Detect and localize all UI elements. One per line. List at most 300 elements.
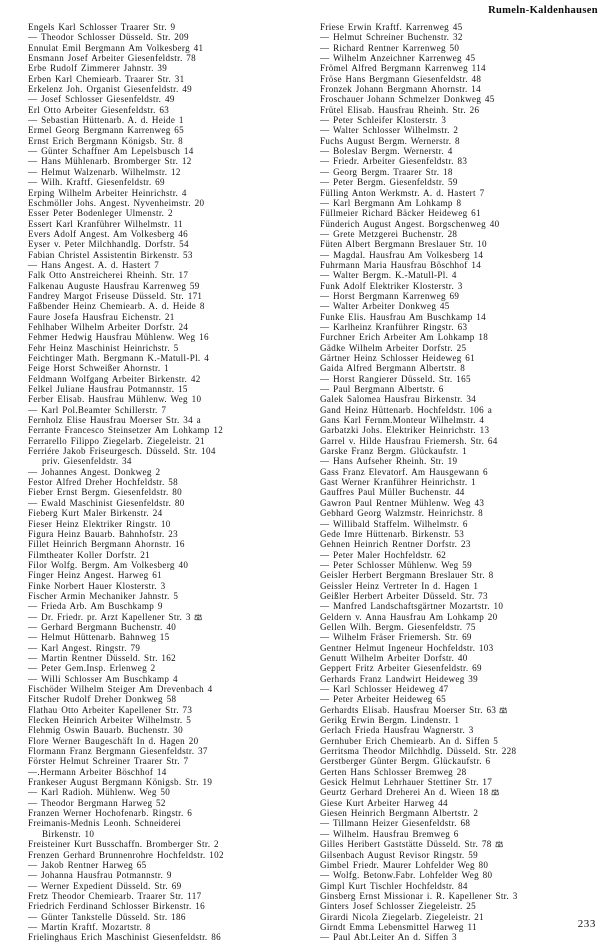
directory-entry [28, 498, 302, 508]
entry-text: Gauffres Paul Müller Buchenstr. 44 [320, 487, 465, 498]
entry-text: — Walter Bergm. K.-Matull-Pl. 4 [320, 270, 457, 281]
directory-entry [320, 643, 602, 653]
directory-entry [28, 32, 302, 42]
entry-text: — Peter Bergm. Giesenfeldstr. 59 [320, 177, 458, 188]
directory-entry [28, 94, 302, 104]
entry-list-left [28, 22, 302, 943]
entry-text: Feichtinger Math. Bergmann K.-Matull-Pl. 4 [28, 353, 210, 363]
entry-text: — Walter Schlosser Wilhelmstr. 2 [320, 125, 459, 136]
directory-entry [28, 343, 302, 353]
entry-text: Förster Helmut Schreiner Traarer Str. 7 [28, 756, 189, 767]
directory-entry [28, 125, 302, 135]
directory-entry [320, 343, 602, 353]
entry-text: — Willibald Staffelm. Wilhelmstr. 6 [320, 518, 468, 529]
entry-text: Froschauer Johann Schmelzer Donkweg 45 [320, 94, 495, 105]
entry-text: Frömel Alfred Bergmann Karrenweg 114 [320, 63, 486, 74]
entry-text: Fieser Heinz Elektriker Ringstr. 10 [28, 518, 171, 529]
directory-entry [320, 425, 602, 435]
entry-text: — Peter Maler Hochfeldstr. 62 [320, 549, 447, 560]
directory-entry [320, 570, 602, 580]
entry-text: Fülling Anton Werkmstr. A. d. Hastert 7 [320, 187, 485, 198]
directory-entry [320, 115, 602, 125]
directory-entry [320, 798, 602, 808]
directory-entry [320, 291, 602, 301]
entry-text: Fehmer Hedwig Hausfrau Mühlenw. Weg 16 [28, 332, 209, 343]
directory-entry [320, 508, 602, 518]
entry-text: — Karl Bergmann Am Lohkamp 8 [320, 197, 462, 208]
entry-text: Gawron Paul Rentner Mühlenw. Weg 43 [320, 497, 485, 508]
entry-text: Gass Franz Elevatorf. Am Hausgewann 6 [320, 466, 488, 477]
entry-text: Gentner Helmut Ingeneur Hochfeldstr. 103 [320, 642, 494, 653]
entry-text: Erben Karl Chemiearb. Traarer Str. 31 [28, 73, 185, 84]
entry-text: Ferriére Jakob Friseurgesch. Düsseld. Str. 104 [28, 446, 216, 457]
directory-entry [28, 229, 302, 239]
entry-text: — Peter Schleifer Klosterstr. 3 [320, 115, 447, 126]
entry-text: Gast Werner Kranführer Heinrichstr. 1 [320, 477, 476, 488]
directory-entry [320, 146, 602, 156]
entry-text: Flore Werner Baugeschäft In d. Hagen 20 [28, 735, 199, 746]
entry-text: Geldern v. Anna Hausfrau Am Lohkamp 20 [320, 611, 498, 622]
entry-text: Giesen Heinrich Bergmann Albertstr. 2 [320, 808, 479, 819]
entry-text: Friese Erwin Kraftf. Karrenweg 45 [320, 22, 463, 32]
directory-entry [28, 901, 302, 911]
directory-entry [28, 250, 302, 260]
entry-text: Frenzen Gerhard Brunnenrohre Hochfeldstr. 102 [28, 849, 224, 860]
entry-text: Erkelenz Joh. Organist Giesenfeldstr. 49 [28, 84, 193, 95]
entry-text: Giese Kurt Arbeiter Harweg 44 [320, 797, 448, 808]
entry-text: Gesick Helmut Lehrhauer Stettiner Str. 17 [320, 777, 493, 788]
directory-entry [28, 818, 302, 828]
directory-entry [320, 219, 602, 229]
entry-text: Essert Karl Kranführer Wilhelmstr. 11 [28, 218, 184, 229]
entry-text: — Friedr. Arbeiter Giesenfeldstr. 83 [320, 156, 468, 167]
directory-entry [28, 684, 302, 694]
entry-text: — Paul Bergmann Albertstr. 6 [320, 384, 444, 395]
entry-text: — Günter Tankstelle Düsseld. Str. 186 [28, 911, 186, 922]
directory-entry [28, 208, 302, 218]
directory-entry [320, 301, 602, 311]
directory-entry [28, 177, 302, 187]
directory-entry [28, 539, 302, 549]
entry-text: — Horst Rangierer Düsseld. Str. 165 [320, 373, 471, 384]
directory-entry [320, 467, 602, 477]
entry-text: Gernhuber Erich Chemiearb. An d. Siffen 5 [320, 735, 499, 746]
entry-text: Fronzek Johann Bergmann Ahornstr. 14 [320, 84, 481, 95]
entry-text: Erl Otto Arbeiter Giesenfeldstr. 63 [28, 104, 170, 115]
directory-entry [28, 560, 302, 570]
entry-text: Gerikg Erwin Bergm. Lindenstr. 1 [320, 715, 460, 726]
entry-text: Flecken Heinrich Arbeiter Wilhelmstr. 5 [28, 715, 192, 726]
entry-text: — Walter Arbeiter Donkweg 45 [320, 301, 450, 312]
directory-entry [28, 43, 302, 53]
directory-entry [28, 156, 302, 166]
directory-entry [320, 177, 602, 187]
entry-text: — Martin Rentner Düsseld. Str. 162 [28, 652, 176, 663]
directory-entry [28, 260, 302, 270]
entry-text: — Helmut Hüttenarb. Bahnweg 15 [28, 632, 170, 643]
directory-entry [320, 53, 602, 63]
entry-text: Falkenau Auguste Hausfrau Karrenweg 59 [28, 280, 200, 291]
entry-text: Ferrante Francesco Steinsetzer Am Lohkamp 12 [28, 425, 224, 436]
entry-text: — Sebastian Hüttenarb. A. d. Heide 1 [28, 115, 184, 126]
directory-entry [320, 539, 602, 549]
directory-entry [320, 270, 602, 280]
directory-entry [28, 891, 302, 901]
directory-entry [320, 684, 602, 694]
directory-entry [28, 239, 302, 249]
entry-text: Fischöder Wilhelm Steiger Am Drevenbach 4 [28, 684, 213, 694]
entry-text: Gilles Heribert Gaststätte Düsseld. Str. 78 [320, 839, 492, 850]
entry-text: Ennulat Emil Bergmann Am Volkesberg 41 [28, 42, 204, 53]
entry-text: — Werner Expedient Düsseld. Str. 69 [28, 880, 182, 891]
directory-entry [320, 22, 602, 32]
entry-text: Gehnen Heinrich Rentner Dorfstr. 23 [320, 539, 471, 550]
entry-continuation-line [28, 456, 302, 466]
two-column-body [8, 22, 604, 943]
directory-entry [320, 105, 602, 115]
directory-entry [28, 146, 302, 156]
entry-text: Faure Josefa Hausfrau Eichenstr. 21 [28, 311, 175, 322]
directory-entry [320, 870, 602, 880]
directory-entry [320, 405, 602, 415]
directory-entry [28, 467, 302, 477]
directory-entry [320, 415, 602, 425]
entry-text: — Karlheinz Kranführer Ringstr. 63 [320, 321, 468, 332]
directory-entry [28, 570, 302, 580]
directory-entry [28, 115, 302, 125]
entry-text: — Peter Gem.Insp. Erlenweg 2 [28, 663, 156, 674]
directory-entry [28, 136, 302, 146]
entry-text: Fehr Heinz Maschinist Heinrichstr. 5 [28, 342, 179, 353]
directory-entry [28, 622, 302, 632]
directory-entry [28, 167, 302, 177]
directory-entry [320, 436, 602, 446]
entry-text: Ginsberg Ernst Missionar i. R. Kapellener Str. 3 [320, 890, 518, 901]
entry-text: Gilsenbach August Revisor Ringstr. 59 [320, 849, 478, 860]
entry-text: Girardi Nicola Ziegelarb. Ziegeleistr. 21 [320, 911, 484, 922]
entry-text: Fuhrmann Maria Hausfrau Böschhof 14 [320, 259, 482, 270]
directory-entry [28, 374, 302, 384]
entry-text: Eschmöller Johs. Angest. Nyvenheimstr. 20 [28, 197, 205, 208]
entry-text: Garbatzki Johs. Elektriker Heinrichstr. 13 [320, 425, 490, 436]
entry-text: — Dr. Friedr. pr. Arzt Kapellener Str. 3 [28, 611, 191, 622]
directory-entry [28, 384, 302, 394]
entry-text: Gerhardts Elisab. Hausfrau Moerser Str. 63 [320, 704, 497, 715]
telephone-icon [499, 706, 508, 714]
entry-text: — Karl Radioh. Mühlenw. Weg 50 [28, 787, 171, 798]
directory-entry [320, 581, 602, 591]
entry-text: — Gerhard Bergmann Buchenstr. 40 [28, 621, 177, 632]
entry-text: — Hans Aufseher Rheinh. Str. 19 [320, 456, 458, 467]
entry-text: — Frieda Arb. Am Buschkamp 9 [28, 601, 163, 612]
entry-text: Fernholz Elise Hausfrau Moerser Str. 34 a [28, 415, 202, 426]
directory-entry [28, 581, 302, 591]
entry-text: Gaida Alfred Bergmann Albertstr. 8 [320, 363, 466, 374]
directory-entry [320, 622, 602, 632]
directory-entry [320, 125, 602, 135]
column-right [306, 22, 604, 943]
entry-text: Feldmann Wolfgang Arbeiter Birkenstr. 42 [28, 373, 201, 384]
entry-text: Feige Horst Schweißer Ahornstr. 1 [28, 363, 169, 374]
entry-text: Frankeser August Bergmann Königsb. Str. 19 [28, 777, 213, 788]
directory-entry [320, 487, 602, 497]
running-head: Rumeln-Kaldenhausen [488, 5, 598, 16]
entry-text: Gerlach Frieda Hausfrau Wagnerstr. 3 [320, 725, 474, 736]
entry-text: Genutt Wilhelm Arbeiter Dorfstr. 40 [320, 652, 468, 663]
directory-entry [28, 643, 302, 653]
entry-text: Friedrich Ferdinand Schlosser Birkenstr. 16 [28, 901, 206, 912]
entry-text: — Karl Angest. Ringstr. 79 [28, 642, 141, 653]
directory-entry [320, 674, 602, 684]
directory-entry [28, 550, 302, 560]
entry-text: — Josef Schlosser Giesenfeldstr. 49 [28, 94, 175, 105]
directory-entry [320, 787, 602, 797]
entry-text: Fretz Theodor Chemiearb. Traarer Str. 117 [28, 890, 202, 901]
entry-text: — Richard Rentner Karrenweg 50 [320, 42, 460, 53]
directory-entry [28, 446, 302, 456]
entry-text: — Peter Arbeiter Heideweg 65 [320, 694, 446, 705]
entry-text: Galek Salomea Hausfrau Birkenstr. 34 [320, 394, 477, 405]
entry-text: Fröse Hans Bergmann Giesenfeldstr. 48 [320, 73, 482, 84]
directory-entry [28, 756, 302, 766]
directory-entry [320, 363, 602, 373]
entry-text: Geißler Herbert Arbeiter Düsseld. Str. 73 [320, 590, 488, 601]
directory-entry [320, 332, 602, 342]
entry-text: Engels Karl Schlosser Traarer Str. 9 [28, 22, 176, 32]
entry-text: Geppert Fritz Arbeiter Giesenfeldstr. 69 [320, 663, 482, 674]
entry-text: — Manfred Landschaftsgärtner Mozartstr. 10 [320, 601, 504, 612]
directory-entry [28, 839, 302, 849]
entry-text: Esser Peter Bodenleger Ulmenstr. 2 [28, 208, 173, 219]
entry-list-right [320, 22, 602, 943]
directory-entry [28, 694, 302, 704]
directory-entry [28, 591, 302, 601]
entry-text: Fehlhaber Wilhelm Arbeiter Dorfstr. 24 [28, 321, 189, 332]
entry-text: Frütel Elisab. Hausfrau Rheinh. Str. 26 [320, 104, 480, 115]
entry-text: — Magdal. Hausfrau Am Volkesberg 14 [320, 249, 484, 260]
directory-entry [28, 787, 302, 797]
entry-text: — Helmut Walzenarb. Wilhelmstr. 12 [28, 166, 181, 177]
directory-entry [28, 105, 302, 115]
entry-text: Garrel v. Hilde Hausfrau Friemersh. Str. 64 [320, 435, 498, 446]
entry-text: Gerritsma Theodor Milchhdlg. Düsseld. Str. 228 [320, 746, 517, 757]
column-left [8, 22, 306, 943]
directory-entry [320, 705, 602, 715]
directory-entry [28, 53, 302, 63]
directory-entry [320, 591, 602, 601]
directory-entry [28, 322, 302, 332]
entry-text: Flormann Franz Bergmann Giesenfeldstr. 37 [28, 746, 208, 757]
directory-entry [320, 901, 602, 911]
entry-text: Franzen Werner Hochofenarb. Ringstr. 6 [28, 808, 193, 819]
directory-entry [28, 22, 302, 32]
entry-text: — Wilhelm Fräser Friemersh. Str. 69 [320, 632, 472, 643]
entry-text: Fitscher Rudolf Dreher Donkweg 58 [28, 694, 177, 705]
directory-entry [28, 932, 302, 942]
directory-entry [320, 63, 602, 73]
entry-text: Gans Karl Fernm.Monteur Wilhelmstr. 4 [320, 415, 485, 426]
directory-entry [320, 601, 602, 611]
directory-entry [320, 736, 602, 746]
directory-entry [320, 374, 602, 384]
directory-entry [320, 322, 602, 332]
entry-text: Garske Franz Bergm. Glückaufstr. 1 [320, 446, 467, 457]
entry-text: Ensmann Josef Arbeiter Giesenfeldstr. 78 [28, 53, 196, 64]
entry-text: Ernst Erich Bergmann Königsb. Str. 8 [28, 135, 184, 146]
entry-text: Ermel Georg Bergmann Karrenweg 65 [28, 125, 185, 136]
entry-text: Gimpl Kurt Tischler Hochfeldstr. 84 [320, 880, 468, 891]
directory-entry [28, 74, 302, 84]
directory-entry [320, 250, 602, 260]
directory-entry [320, 239, 602, 249]
entry-text: Geisler Herbert Bergmann Breslauer Str. 8 [320, 570, 494, 581]
entry-text: Falk Otto Anstreicherei Rheinh. Str. 17 [28, 270, 189, 281]
entry-text: Flehmig Oswin Bauarb. Buchenstr. 30 [28, 725, 184, 736]
entry-text: Funk Adolf Elektriker Klosterstr. 3 [320, 280, 463, 291]
directory-entry [320, 353, 602, 363]
directory-entry [28, 705, 302, 715]
directory-entry [320, 891, 602, 901]
directory-entry [320, 850, 602, 860]
directory-entry [28, 746, 302, 756]
entry-text: — Georg Bergm. Traarer Str. 18 [320, 166, 453, 177]
entry-text: Gimbel Friedr. Maurer Lohfelder Weg 80 [320, 859, 489, 870]
entry-text: — Karl Schlosser Heideweg 47 [320, 684, 449, 694]
directory-entry [28, 725, 302, 735]
telephone-icon [194, 613, 203, 621]
directory-entry [320, 746, 602, 756]
directory-entry [28, 363, 302, 373]
entry-text: Filor Wolfg. Bergm. Am Volkesberg 40 [28, 559, 189, 570]
entry-text: Füten Albert Bergmann Breslauer Str. 10 [320, 239, 487, 250]
entry-text: Freisteiner Kurt Busschaffn. Bromberger Str. 2 [28, 839, 219, 850]
directory-entry [28, 777, 302, 787]
directory-entry [320, 198, 602, 208]
telephone-icon [491, 788, 500, 796]
entry-text: Füllmeier Richard Bäcker Heideweg 61 [320, 208, 481, 219]
directory-entry [28, 270, 302, 280]
entry-text: Gerhards Franz Landwirt Heideweg 39 [320, 673, 479, 684]
entry-text: Filmtheater Koller Dorfstr. 21 [28, 549, 151, 560]
entry-text: Finger Heinz Angest. Harweg 61 [28, 570, 162, 581]
entry-text: Gerstberger Günter Bergm. Glückaufstr. 6 [320, 756, 491, 767]
directory-entry [320, 612, 602, 622]
entry-text: Gebhard Georg Walzmstr. Heinrichstr. 8 [320, 508, 483, 519]
entry-text: Eyser v. Peter Milchhandlg. Dorfstr. 54 [28, 239, 189, 250]
directory-entry [320, 653, 602, 663]
entry-text: Fieber Ernst Bergm. Giesenfeldstr. 80 [28, 487, 182, 498]
directory-entry [320, 560, 602, 570]
entry-text: Gand Heinz Hüttenarb. Hochfeldstr. 106 a [320, 404, 493, 415]
directory-entry [320, 477, 602, 487]
directory-entry [320, 550, 602, 560]
directory-entry [28, 219, 302, 229]
entry-text: Furchner Erich Arbeiter Am Lohkamp 18 [320, 332, 489, 343]
directory-entry [320, 136, 602, 146]
directory-entry [320, 156, 602, 166]
directory-entry [28, 632, 302, 642]
entry-text: Geurtz Gerhard Dreherei An d. Wieen 18 [320, 787, 489, 798]
entry-text: Erbe Rudolf Zimmerer Jahnstr. 39 [28, 63, 168, 74]
entry-text: —.Hermann Arbeiter Böschhof 14 [28, 766, 167, 777]
directory-entry [28, 674, 302, 684]
directory-entry [28, 912, 302, 922]
entry-text: — Theodor Schlosser Düsseld. Str. 209 [28, 32, 189, 43]
entry-text: priv. Giesenfeldstr. 34 [42, 456, 132, 467]
entry-text: Fillet Heinrich Bergmann Ahornstr. 16 [28, 539, 185, 550]
directory-entry [28, 798, 302, 808]
directory-entry [320, 694, 602, 704]
entry-text: — Wolfg. Betonw.Fabr. Lohfelder Weg 80 [320, 870, 493, 881]
directory-entry [320, 912, 602, 922]
entry-text: Gerten Hans Schlosser Bremweg 28 [320, 766, 467, 777]
entry-text: — Tillmann Heizer Giesenfeldstr. 68 [320, 818, 471, 829]
directory-entry [28, 870, 302, 880]
directory-entry [320, 229, 602, 239]
directory-entry [320, 384, 602, 394]
directory-entry [28, 601, 302, 611]
directory-entry [28, 291, 302, 301]
directory-entry [320, 456, 602, 466]
entry-text: — Horst Bergmann Karrenweg 69 [320, 290, 460, 301]
directory-entry [320, 84, 602, 94]
directory-entry [28, 436, 302, 446]
entry-text: Fischer Armin Mechaniker Jahnstr. 5 [28, 590, 179, 601]
entry-text: — Wilhelm. Hausfrau Bremweg 6 [320, 828, 459, 839]
directory-entry [320, 881, 602, 891]
entry-text: Gädke Wilhelm Arbeiter Dorfstr. 25 [320, 342, 467, 353]
directory-entry [28, 84, 302, 94]
directory-entry [320, 715, 602, 725]
entry-text: Ginters Josef Schlosser Ziegeleistr. 25 [320, 901, 477, 912]
entry-text: Felkel Juliane Hausfrau Potmannstr. 15 [28, 384, 188, 395]
directory-entry [320, 932, 602, 942]
directory-entry [320, 74, 602, 84]
directory-entry [320, 767, 602, 777]
directory-entry [28, 425, 302, 435]
directory-entry [28, 736, 302, 746]
entry-text: — Hans Mühlenarb. Bromberger Str. 12 [28, 156, 192, 167]
directory-entry [320, 498, 602, 508]
entry-text: — Peter Schlosser Mühlenw. Weg 59 [320, 559, 472, 570]
directory-entry [28, 188, 302, 198]
directory-entry [320, 519, 602, 529]
entry-text: Birkenstr. 10 [42, 828, 95, 839]
directory-entry [28, 508, 302, 518]
directory-entry [320, 808, 602, 818]
directory-entry [28, 808, 302, 818]
directory-entry [320, 208, 602, 218]
entry-text: — Johannes Angest. Donkweg 2 [28, 466, 161, 477]
directory-entry [28, 715, 302, 725]
directory-entry [28, 663, 302, 673]
entry-text: — Wilhelm Anzeichner Karrenweg 45 [320, 53, 476, 64]
directory-entry [28, 612, 302, 622]
directory-entry [28, 301, 302, 311]
entry-text: Figura Heinz Bauarb. Bahnhofstr. 23 [28, 528, 178, 539]
entry-text: — Paul Abt.Leiter An d. Siffen 3 [320, 932, 457, 943]
directory-entry [320, 818, 602, 828]
directory-entry [320, 922, 602, 932]
entry-text: — Boleslav Bergm. Wernerstr. 4 [320, 146, 453, 157]
telephone-icon [495, 840, 504, 848]
directory-entry [28, 394, 302, 404]
directory-entry [28, 198, 302, 208]
directory-entry [28, 405, 302, 415]
directory-entry [28, 281, 302, 291]
directory-entry [28, 312, 302, 322]
directory-entry [320, 529, 602, 539]
